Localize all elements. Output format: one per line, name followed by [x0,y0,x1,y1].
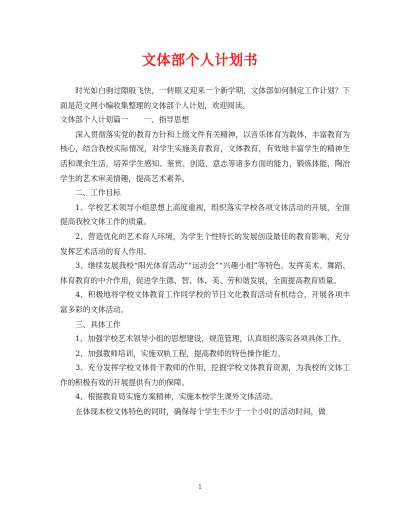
paragraph-section-heading: 文体部个人计划篇一 一、指导思想 [60,115,190,125]
paragraph-guiding-ideology: 深入贯彻落实党的教育方针和上级文件有关精神，以音乐体育为载体，丰富教育为核心，结合我校实际情况，对学生实施美育教育，文体教育，有效地丰富学生的精神生活和课余生活，培养学生感知、鉴赏、创造、意志等诸多方面的能力，锻炼体能，陶冶学生的艺术审美情趣，提高艺术素养。 [60,129,350,183]
heading-specific-work: 三、具体工作 [75,319,121,329]
paragraph-goal-1: 1、学校艺术领导小组思想上高度重视，组织落实学校各项文体活动的开展，全面提高我校文体工作的质量。 [60,202,350,227]
heading-work-goals: 二、工作目标 [75,188,121,198]
paragraph-goal-4: 4、积极地将学校文体教育工作同学校的节日文化教育活动有机结合，开展各项丰富多彩的文体活动。 [60,290,350,314]
page-number: 1 [198,484,202,491]
paragraph-work-3: 3、充分发挥学校文体骨干教师的作用，挖掘学校文体教育资源，为我校的文体工作的积极有效的开展提供有力的保障。 [60,363,350,387]
document-title: 文体部个人计划书 [142,53,258,69]
paragraph-work-1: 1、加强学校艺术领导小组的思想建设，规范管理，认真组织落实各项具体工作。 [75,334,346,344]
paragraph-goal-3: 3、继续发展我校“阳光体育活动”“运动会”“兴趣小组”等特色，发挥美术、舞蹈、体育教育的中介作用，促进学生德、智、体、美、劳和谐发展，全面提高教育质量。 [60,261,350,285]
paragraph-intro: 时光如白驹过隙般飞快，一转眼又迎来一个新学期，文体部如何制定工作计划？下面是范文网小编收集整理的文体部个人计划，欢迎阅读。 [60,86,350,110]
paragraph-work-4: 4、根据教育局实施方案精神，实施本校学生课外文体活动。 [75,392,278,402]
paragraph-work-2: 2、加强教师培训，实施双轨工程，提高教师的特色操作能力。 [75,348,286,358]
paragraph-closing-partial: 在体现本校文体特色的同时，确保每个学生不少于一个小时的活动时间，做 [75,407,326,417]
paragraph-goal-2: 2、营造优化的艺术育人环境，为学生个性特长的发展创设最佳的教育影响，充分发挥艺术活动的育人作用。 [60,231,350,256]
document-body [60,84,350,420]
